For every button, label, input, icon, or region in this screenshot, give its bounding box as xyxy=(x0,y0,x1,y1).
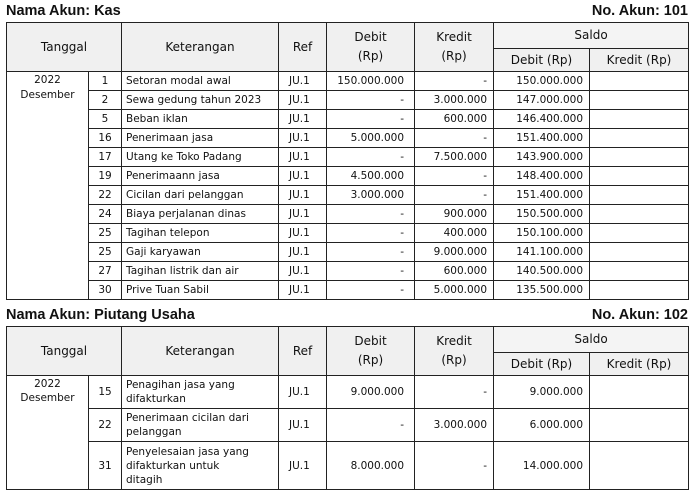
description-cell: Tagihan listrik dan air xyxy=(122,262,279,281)
debit-cell: - xyxy=(327,409,415,442)
kredit-cell: 900.000 xyxy=(415,205,494,224)
header-debit-label: Debit xyxy=(354,334,387,348)
saldo-debit-cell: 150.100.000 xyxy=(494,224,590,243)
table-row xyxy=(7,281,689,300)
ledger-kas xyxy=(6,2,688,300)
header-debit xyxy=(327,23,415,72)
header-debit-unit: (Rp) xyxy=(357,353,384,367)
kredit-cell: - xyxy=(415,167,494,186)
day-cell: 22 xyxy=(89,186,122,205)
header-kredit-unit: (Rp) xyxy=(441,353,467,367)
saldo-debit-cell: 151.400.000 xyxy=(494,129,590,148)
ref-cell: JU.1 xyxy=(279,376,327,409)
debit-cell: 3.000.000 xyxy=(327,186,415,205)
header-keterangan: Keterangan xyxy=(122,23,279,72)
day-cell: 16 xyxy=(89,129,122,148)
saldo-debit-cell: 147.000.000 xyxy=(494,91,590,110)
header-kredit xyxy=(415,23,494,72)
ref-cell: JU.1 xyxy=(279,110,327,129)
table-row xyxy=(7,110,689,129)
kredit-cell: 600.000 xyxy=(415,110,494,129)
saldo-debit-cell: 143.900.000 xyxy=(494,148,590,167)
ledger-piutang xyxy=(6,306,688,490)
debit-cell: - xyxy=(327,91,415,110)
table-row xyxy=(7,409,689,442)
description-cell xyxy=(122,376,279,409)
header-kredit-label: Kredit xyxy=(436,334,472,348)
kredit-cell: 9.000.000 xyxy=(415,243,494,262)
header-saldo-debit: Debit (Rp) xyxy=(494,49,590,72)
debit-cell: 4.500.000 xyxy=(327,167,415,186)
ledger-body-kas xyxy=(7,72,689,300)
table-row xyxy=(7,376,689,409)
date-cell xyxy=(7,376,89,490)
debit-cell: - xyxy=(327,281,415,300)
header-debit-label: Debit xyxy=(354,30,387,44)
date-year: 2022 xyxy=(34,74,61,86)
kredit-cell: 600.000 xyxy=(415,262,494,281)
day-cell: 1 xyxy=(89,72,122,91)
date-cell xyxy=(7,72,89,300)
ref-cell: JU.1 xyxy=(279,262,327,281)
debit-cell: 8.000.000 xyxy=(327,442,415,490)
saldo-debit-cell: 14.000.000 xyxy=(494,442,590,490)
kredit-cell: 400.000 xyxy=(415,224,494,243)
saldo-kredit-cell xyxy=(590,243,689,262)
day-cell: 2 xyxy=(89,91,122,110)
account-name: Nama Akun: Kas xyxy=(6,3,121,19)
header-debit xyxy=(327,327,415,376)
description-cell: Utang ke Toko Padang xyxy=(122,148,279,167)
kredit-cell: - xyxy=(415,442,494,490)
saldo-kredit-cell xyxy=(590,224,689,243)
header-saldo-debit: Debit (Rp) xyxy=(494,353,590,376)
ref-cell: JU.1 xyxy=(279,205,327,224)
header-ref: Ref xyxy=(279,327,327,376)
day-cell: 27 xyxy=(89,262,122,281)
table-row xyxy=(7,442,689,490)
description-cell: Tagihan telepon xyxy=(122,224,279,243)
saldo-debit-cell: 141.100.000 xyxy=(494,243,590,262)
date-month: Desember xyxy=(20,89,75,101)
ref-cell: JU.1 xyxy=(279,442,327,490)
ref-cell: JU.1 xyxy=(279,281,327,300)
description-cell xyxy=(122,442,279,490)
kredit-cell: - xyxy=(415,129,494,148)
kredit-cell: - xyxy=(415,186,494,205)
debit-cell: 5.000.000 xyxy=(327,129,415,148)
saldo-debit-cell: 148.400.000 xyxy=(494,167,590,186)
description-line: difakturkan xyxy=(126,393,186,405)
debit-cell: 9.000.000 xyxy=(327,376,415,409)
header-keterangan: Keterangan xyxy=(122,327,279,376)
header-kredit xyxy=(415,327,494,376)
ref-cell: JU.1 xyxy=(279,167,327,186)
header-ref: Ref xyxy=(279,23,327,72)
debit-cell: - xyxy=(327,224,415,243)
description-cell: Beban iklan xyxy=(122,110,279,129)
header-saldo-kredit: Kredit (Rp) xyxy=(590,49,689,72)
description-cell: Prive Tuan Sabil xyxy=(122,281,279,300)
header-kredit-label: Kredit xyxy=(436,30,472,44)
ledger-header xyxy=(6,2,688,22)
table-row xyxy=(7,91,689,110)
kredit-cell: 5.000.000 xyxy=(415,281,494,300)
saldo-debit-cell: 151.400.000 xyxy=(494,186,590,205)
description-cell xyxy=(122,409,279,442)
day-cell: 5 xyxy=(89,110,122,129)
table-row xyxy=(7,72,689,91)
saldo-debit-cell: 135.500.000 xyxy=(494,281,590,300)
header-kredit-unit: (Rp) xyxy=(441,49,467,63)
table-row xyxy=(7,243,689,262)
saldo-kredit-cell xyxy=(590,409,689,442)
debit-cell: - xyxy=(327,148,415,167)
description-cell: Penerimaan jasa xyxy=(122,129,279,148)
saldo-debit-cell: 146.400.000 xyxy=(494,110,590,129)
kredit-cell: 3.000.000 xyxy=(415,409,494,442)
saldo-debit-cell: 6.000.000 xyxy=(494,409,590,442)
table-row xyxy=(7,205,689,224)
kredit-cell: - xyxy=(415,72,494,91)
saldo-kredit-cell xyxy=(590,262,689,281)
saldo-kredit-cell xyxy=(590,186,689,205)
saldo-debit-cell: 150.000.000 xyxy=(494,72,590,91)
description-cell: Biaya perjalanan dinas xyxy=(122,205,279,224)
description-line: difakturkan untuk xyxy=(126,459,220,472)
day-cell: 22 xyxy=(89,409,122,442)
saldo-kredit-cell xyxy=(590,205,689,224)
saldo-kredit-cell xyxy=(590,281,689,300)
ref-cell: JU.1 xyxy=(279,148,327,167)
description-line: Penerimaan cicilan dari xyxy=(126,412,249,424)
account-name: Nama Akun: Piutang Usaha xyxy=(6,307,195,323)
header-saldo: Saldo xyxy=(494,327,689,353)
ref-cell: JU.1 xyxy=(279,224,327,243)
saldo-kredit-cell xyxy=(590,148,689,167)
ref-cell: JU.1 xyxy=(279,91,327,110)
description-cell: Penerimaann jasa xyxy=(122,167,279,186)
account-number: No. Akun: 102 xyxy=(591,307,688,323)
saldo-debit-cell: 140.500.000 xyxy=(494,262,590,281)
ledger-header xyxy=(6,306,688,326)
table-row xyxy=(7,186,689,205)
saldo-kredit-cell xyxy=(590,72,689,91)
kredit-cell: 7.500.000 xyxy=(415,148,494,167)
day-cell: 31 xyxy=(89,442,122,490)
debit-cell: - xyxy=(327,110,415,129)
description-cell: Setoran modal awal xyxy=(122,72,279,91)
debit-cell: - xyxy=(327,243,415,262)
table-row xyxy=(7,148,689,167)
ref-cell: JU.1 xyxy=(279,186,327,205)
debit-cell: - xyxy=(327,262,415,281)
debit-cell: 150.000.000 xyxy=(327,72,415,91)
description-cell: Cicilan dari pelanggan xyxy=(122,186,279,205)
date-year: 2022 xyxy=(34,378,61,390)
table-row xyxy=(7,129,689,148)
description-line: Penyelesaian jasa yang xyxy=(126,445,249,458)
table-row xyxy=(7,167,689,186)
kredit-cell: 3.000.000 xyxy=(415,91,494,110)
table-row xyxy=(7,224,689,243)
description-cell: Sewa gedung tahun 2023 xyxy=(122,91,279,110)
description-cell: Gaji karyawan xyxy=(122,243,279,262)
day-cell: 25 xyxy=(89,224,122,243)
header-debit-unit: (Rp) xyxy=(357,49,384,63)
ledger-body-piutang xyxy=(7,376,689,490)
description-line: ditagih xyxy=(126,473,163,486)
saldo-kredit-cell xyxy=(590,129,689,148)
day-cell: 25 xyxy=(89,243,122,262)
header-saldo-kredit: Kredit (Rp) xyxy=(590,353,689,376)
saldo-debit-cell: 150.500.000 xyxy=(494,205,590,224)
day-cell: 17 xyxy=(89,148,122,167)
saldo-kredit-cell xyxy=(590,167,689,186)
saldo-kredit-cell xyxy=(590,442,689,490)
ref-cell: JU.1 xyxy=(279,409,327,442)
ledger-table-kas xyxy=(6,22,689,300)
header-saldo: Saldo xyxy=(494,23,689,49)
description-line: pelanggan xyxy=(126,426,182,438)
saldo-kredit-cell xyxy=(590,376,689,409)
ref-cell: JU.1 xyxy=(279,72,327,91)
ref-cell: JU.1 xyxy=(279,129,327,148)
date-month: Desember xyxy=(20,392,75,404)
ledger-table-piutang xyxy=(6,326,689,490)
day-cell: 30 xyxy=(89,281,122,300)
saldo-kredit-cell xyxy=(590,91,689,110)
header-tanggal: Tanggal xyxy=(7,327,122,376)
header-tanggal: Tanggal xyxy=(7,23,122,72)
saldo-kredit-cell xyxy=(590,110,689,129)
description-line: Penagihan jasa yang xyxy=(126,379,235,391)
debit-cell: - xyxy=(327,205,415,224)
day-cell: 24 xyxy=(89,205,122,224)
day-cell: 15 xyxy=(89,376,122,409)
kredit-cell: - xyxy=(415,376,494,409)
table-row xyxy=(7,262,689,281)
day-cell: 19 xyxy=(89,167,122,186)
account-number: No. Akun: 101 xyxy=(591,3,688,19)
ref-cell: JU.1 xyxy=(279,243,327,262)
saldo-debit-cell: 9.000.000 xyxy=(494,376,590,409)
